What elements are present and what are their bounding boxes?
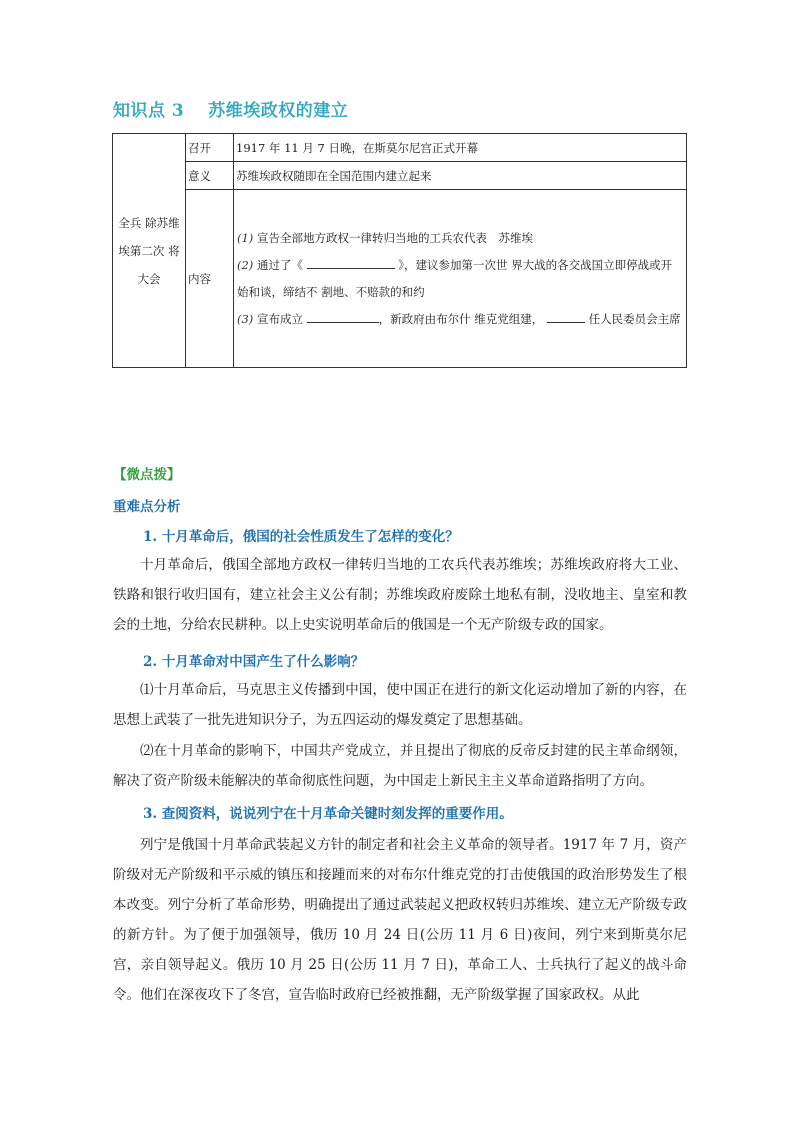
answer-2-part-1: ⑴十月革命后，马克思主义传播到中国，使中国正在进行的新文化运动增加了新的内容，在思想上武装了一批先进知识分子，为五四运动的爆发奠定了思想基础。 [113, 682, 687, 728]
fill-blank-2[interactable] [307, 322, 379, 323]
row-content-items [234, 190, 687, 368]
section-heading: 苏维埃政权的建立 [208, 101, 349, 121]
table-row-content [113, 190, 687, 368]
answer-2-part-2: ⑵在十月革命的影响下，中国共产党成立，并且提出了彻底的反帝反封建的民主革命纲领，解决了资产阶级未能解决的革命彻底性问题，为中国走上新民主主义革命道路指明了方向。 [113, 743, 687, 789]
micro-tip-tag: 【微点拨】 [113, 467, 181, 483]
section-label: 知识点 3 [113, 101, 185, 121]
row-content-meaning: 苏维埃政权随即在全国范围内建立起来 [234, 162, 687, 190]
answer-3: 列宁是俄国十月革命武装起义方针的制定者和社会主义革命的领导者。1917 年 7 月，资产阶级对无产阶级和平示威的镇压和接踵而来的对布尔什维克党的打击使俄国的政治形势发生了根本改变。列宁分析了革命形势，明确提出了通过武装起义把政权转归苏维埃、建立无产阶级专政的新方针。为了便于加强领导，俄历 10 月 24 日(公历 11 月 6 日)夜间，列宁来到斯莫尔尼宫，亲自领导起义。俄历 10 月 25 日(公历 11 月 7 日)，革命工人、士兵执行了起义的战斗命令。他们在深夜攻下了冬宫，宣告临时政府已经被推翻，无产阶级掌握了国家政权。从此 [113, 837, 687, 1003]
analysis-heading: 重难点分析 [113, 499, 181, 515]
answer-1: 十月革命后，俄国全部地方政权一律转归当地的工农兵代表苏维埃；苏维埃政府将大工业、铁路和银行收归国有，建立社会主义公有制；苏维埃政府废除土地私有制，没收地主、皇室和教会的土地，分给农民耕种。以上史实说明革命后的俄国是一个无产阶级专政的国家。 [113, 557, 687, 633]
table-row-open [113, 134, 687, 162]
question-3: 3. 查阅资料，说说列宁在十月革命关键时刻发挥的重要作用。 [143, 806, 513, 822]
content-item-3: (3) 宣布成立 ，新政府由布尔什 维克党组建， 任人民委员会主席 [237, 311, 681, 326]
knowledge-table [112, 133, 687, 368]
row-content-open: 1917 年 11 月 7 日晚，在斯莫尔尼宫正式开幕 [234, 134, 687, 162]
fill-blank-3[interactable] [547, 322, 585, 323]
question-2: 2. 十月革命对中国产生了什么影响？ [143, 654, 365, 670]
row-label-meaning: 意义 [186, 162, 234, 190]
question-1: 1. 十月革命后，俄国的社会性质发生了怎样的变化？ [143, 529, 459, 545]
content-item-2: (2) 通过了《 》，建议参加第一次世 界大战的各交战国立即停战或开始和谈，缔结不 割地、不赔款的和约 [237, 257, 673, 299]
row-label-open: 召开 [186, 134, 234, 162]
table-row-meaning [113, 162, 687, 190]
fill-blank-1[interactable] [307, 268, 395, 269]
event-cell: 全兵 除苏维埃第二次 将大会 [113, 134, 186, 368]
row-label-content: 内容 [186, 190, 234, 368]
content-item-1: (1) 宣告全部地方政权一律转归当地的工兵农代表 苏维埃 [237, 230, 533, 245]
section-title [113, 96, 348, 121]
